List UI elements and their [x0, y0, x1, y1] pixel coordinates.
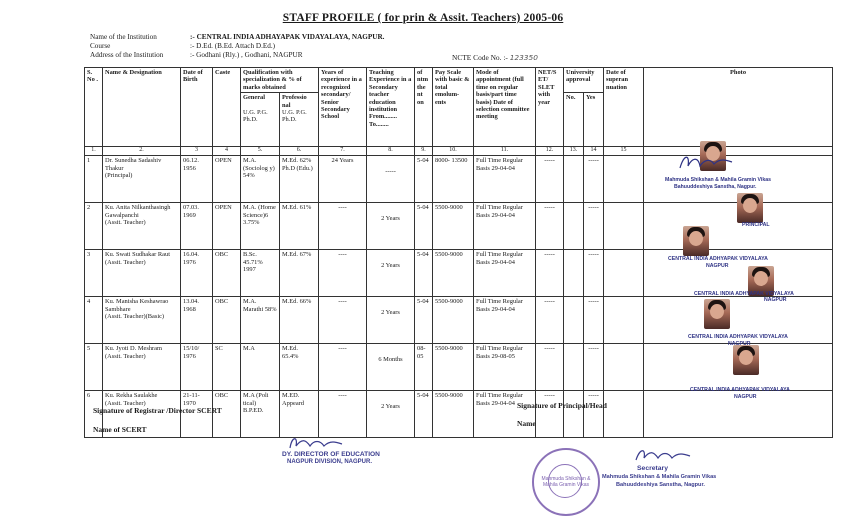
- cell-caste: OBC: [213, 250, 241, 297]
- cell-professional: M.Ed. 66%: [280, 297, 319, 344]
- staff-designation: (Assit. Teacher): [105, 258, 146, 266]
- photo-caption-principal: PRINCIPAL: [742, 222, 770, 228]
- cell-joining: 5-04: [415, 156, 433, 203]
- principal-name-label: Name: [517, 419, 536, 428]
- institution-details: [90, 33, 384, 60]
- column-number: 3: [181, 147, 213, 156]
- cell-pay: 5500-9000: [433, 391, 474, 438]
- address-value: :- Godhani (Rly.) , Godhani, NAGPUR: [190, 51, 303, 59]
- header-mode: Mode of appointment (full time on regular basis/part time basis) Date of selection committee meeting: [474, 68, 536, 147]
- cell-uni-no: [564, 250, 584, 297]
- photo-caption-city-2: NAGPUR: [764, 297, 787, 303]
- cell-name: [103, 203, 181, 250]
- header-photo: Photo: [644, 68, 833, 147]
- header-caste: Caste: [213, 68, 241, 147]
- header-general: [241, 93, 280, 147]
- header-professional-label: Professio nal: [282, 94, 307, 109]
- cell-uni-yes: -----: [584, 297, 604, 344]
- cell-net: -----: [536, 297, 564, 344]
- course-value: :- D.Ed. (B.Ed. Attach D.Ed.): [190, 42, 276, 50]
- cell-uni-yes: -----: [584, 156, 604, 203]
- column-number: 2.: [103, 147, 181, 156]
- column-number: 7.: [319, 147, 367, 156]
- staff-name: Ku. Swati Sudhakar Raut: [105, 251, 170, 259]
- cell-professional: M.Ed. 62% Ph.D (Edu.): [280, 156, 319, 203]
- cell-experience: ----: [319, 250, 367, 297]
- staff-name: Ku. Anita Nilkanthasingh Gawalpanchi: [105, 204, 171, 219]
- photo-caption-city-4: NAGPUR: [734, 394, 757, 400]
- cell-net: -----: [536, 203, 564, 250]
- cell-uni-no: [564, 297, 584, 344]
- cell-mode: Full Time Regular Basis 29-08-05: [474, 344, 536, 391]
- ncte-label: NCTE Code No. :-: [452, 53, 508, 62]
- secretary-org-line2: Bahuuddeshiya Sanstha, Nagpur.: [616, 482, 705, 488]
- cell-mode: Full Time Regular Basis 29-04-04: [474, 391, 536, 438]
- cell-pay: 5500-9000: [433, 297, 474, 344]
- header-pay: Pay Scale with basic & total emolum- ents: [433, 68, 474, 147]
- header-sno: S. No .: [85, 68, 103, 147]
- column-number: 4: [213, 147, 241, 156]
- header-general-label: General: [243, 94, 266, 102]
- photo-teacher-5: [704, 299, 730, 329]
- header-uni-no: No.: [564, 93, 584, 147]
- staff-name: Ku. Manisha Keshawrao Sambhare: [105, 298, 169, 313]
- header-joining: of ntm the nt on: [415, 68, 433, 147]
- course-label: Course: [90, 42, 111, 50]
- column-number: [644, 147, 833, 156]
- cell-experience: ----: [319, 391, 367, 438]
- cell-super: [604, 391, 644, 438]
- principal-signature-scribble: [676, 150, 736, 176]
- cell-general: B.Sc. 45.71% 1997: [241, 250, 280, 297]
- header-general-sub: U.G. P.G. Ph.D.: [243, 109, 268, 124]
- cell-experience: ----: [319, 297, 367, 344]
- cell-experience: ----: [319, 344, 367, 391]
- cell-uni-yes: -----: [584, 344, 604, 391]
- cell-general: M.A (Poli tical) B.P.ED.: [241, 391, 280, 438]
- cell-mode: Full Time Regular Basis 29-04-04: [474, 156, 536, 203]
- cell-name: [103, 344, 181, 391]
- ncte-value: 123350: [509, 53, 538, 62]
- column-number: 12.: [536, 147, 564, 156]
- cell-uni-no: [564, 344, 584, 391]
- header-university: University approval: [564, 68, 604, 93]
- staff-name: Ku. Rekha Saulakhe: [105, 392, 158, 400]
- document-title: STAFF PROFILE ( for prin & Assit. Teachers) 2005-06: [282, 12, 564, 24]
- cell-dob: 15/10/ 1976: [181, 344, 213, 391]
- cell-caste: OBC: [213, 297, 241, 344]
- cell-sno: 1: [85, 156, 103, 203]
- cell-general: M.A. (Home Science)6 3.75%: [241, 203, 280, 250]
- header-experience: Years of experience in a recognized secondary/ Senior Secondary School: [319, 68, 367, 147]
- registrar-signature-label: Signature of Registrar /Director SCERT: [93, 406, 222, 415]
- column-number: 5.: [241, 147, 280, 156]
- header-uni-yes: Yes: [584, 93, 604, 147]
- cell-name: [103, 156, 181, 203]
- photo-caption-college-2: CENTRAL INDIA ADHYAPAK VIDYALAYA: [694, 291, 794, 297]
- cell-professional: M.Ed. 67%: [280, 250, 319, 297]
- secretary-title: Secretary: [637, 465, 668, 472]
- column-number: 9.: [415, 147, 433, 156]
- cell-dob: 13.04. 1968: [181, 297, 213, 344]
- cell-uni-yes: -----: [584, 203, 604, 250]
- cell-professional: M.Ed. 61%: [280, 203, 319, 250]
- cell-uni-no: [564, 203, 584, 250]
- cell-joining: 5-04: [415, 250, 433, 297]
- seal-text: Mahmuda Shikshan & Mahila Gramin Vikas: [541, 476, 591, 488]
- table-row: [85, 344, 833, 391]
- staff-name: Dr. Sunedha Sadashiv Thakur: [105, 157, 162, 172]
- cell-professional: M.Ed. 65.4%: [280, 344, 319, 391]
- cell-dob: 21-11- 1970: [181, 391, 213, 438]
- photo-caption-org-city: Bahuuddeshiya Sanstha, Nagpur.: [674, 184, 757, 190]
- cell-name: [103, 250, 181, 297]
- column-number: 8.: [367, 147, 415, 156]
- column-number: 14: [584, 147, 604, 156]
- photo-caption-city-1: NAGPUR: [706, 263, 729, 269]
- cell-uni-no: [564, 156, 584, 203]
- header-teaching: Teaching Experience in a Secondary teacher education institution From........ To........: [367, 68, 415, 147]
- photo-teacher-6: [733, 345, 759, 375]
- cell-uni-yes: -----: [584, 250, 604, 297]
- staff-name: Ku. Jyoti D. Meshram: [105, 345, 162, 353]
- cell-net: -----: [536, 156, 564, 203]
- header-qualification: Qualification with specialization & % of marks obtained: [241, 68, 319, 93]
- address-label: Address of the Institution: [90, 51, 164, 59]
- column-number: 1.: [85, 147, 103, 156]
- ncte-code: [452, 53, 538, 62]
- cell-super: [604, 250, 644, 297]
- cell-teaching: -----: [367, 156, 415, 203]
- cell-joining: 5-04: [415, 203, 433, 250]
- column-number: 11.: [474, 147, 536, 156]
- cell-net: -----: [536, 391, 564, 438]
- dy-director-division: NAGPUR DIVISION, NAGPUR.: [287, 459, 373, 465]
- cell-caste: SC: [213, 344, 241, 391]
- cell-sno: 5: [85, 344, 103, 391]
- header-dob: Date of Birth: [181, 68, 213, 147]
- cell-joining: 08-05: [415, 344, 433, 391]
- staff-designation: (Assit. Teacher): [105, 219, 146, 227]
- staff-designation: (Principal): [105, 172, 133, 180]
- cell-mode: Full Time Regular Basis 29-04-04: [474, 250, 536, 297]
- cell-super: [604, 203, 644, 250]
- institution-name-label: Name of the Institution: [90, 33, 157, 41]
- cell-super: [604, 156, 644, 203]
- cell-joining: 5-04: [415, 391, 433, 438]
- cell-uni-no: [564, 391, 584, 438]
- header-name: Name & Designation: [103, 68, 181, 147]
- cell-teaching: 2 Years: [367, 297, 415, 344]
- cell-sno: 6: [85, 391, 103, 438]
- cell-sno: 4: [85, 297, 103, 344]
- organization-seal: [532, 448, 600, 516]
- cell-sno: 2: [85, 203, 103, 250]
- cell-professional: M.ED. Appeard: [280, 391, 319, 438]
- scert-name-label: Name of SCERT: [93, 425, 147, 434]
- secretary-org-line1: Mahmuda Shikshan & Mahila Gramin Vikas: [602, 474, 717, 480]
- cell-teaching: 2 Years: [367, 391, 415, 438]
- staff-designation: (Assit. Teacher): [105, 399, 146, 407]
- cell-super: [604, 297, 644, 344]
- cell-dob: 16.04. 1976: [181, 250, 213, 297]
- cell-dob: 06.12. 1956: [181, 156, 213, 203]
- cell-teaching: 2 Years: [367, 250, 415, 297]
- cell-name: [103, 297, 181, 344]
- photo-caption-college-3: CENTRAL INDIA ADHYAPAK VIDYALAYA: [688, 334, 788, 340]
- photo-teacher-2: [737, 193, 763, 223]
- cell-experience: 24 Years: [319, 156, 367, 203]
- header-professional: [280, 93, 319, 147]
- cell-general: M.A. (Sociolog y) 54%: [241, 156, 280, 203]
- cell-dob: 07.03. 1969: [181, 203, 213, 250]
- cell-pay: 5500-9000: [433, 203, 474, 250]
- principal-signature-label: Signature of Principal/Head: [517, 401, 607, 410]
- column-number: 15: [604, 147, 644, 156]
- cell-uni-yes: -----: [584, 391, 604, 438]
- dy-director-title: DY. DIRECTOR OF EDUCATION: [282, 451, 380, 458]
- cell-sno: 3: [85, 250, 103, 297]
- cell-general: M.A. Marathi 58%: [241, 297, 280, 344]
- cell-general: M.A: [241, 344, 280, 391]
- cell-mode: Full Time Regular Basis 29-04-04: [474, 203, 536, 250]
- dy-director-signature: [286, 434, 346, 452]
- table-row: [85, 203, 833, 250]
- cell-joining: 5-04: [415, 297, 433, 344]
- column-number: 10.: [433, 147, 474, 156]
- staff-designation: (Assit. Teacher)(Basic): [105, 313, 165, 321]
- header-professional-sub: U.G. P.G. Ph.D.: [282, 109, 307, 124]
- cell-experience: ----: [319, 203, 367, 250]
- header-net: NET/S ET/ SLET with year: [536, 68, 564, 147]
- photo-caption-city-3: NAGPUR: [728, 341, 751, 347]
- cell-caste: OPEN: [213, 203, 241, 250]
- cell-pay: 8000- 13500: [433, 156, 474, 203]
- photo-teacher-3: [683, 226, 709, 256]
- cell-super: [604, 344, 644, 391]
- secretary-signature: [632, 444, 692, 464]
- cell-caste: OPEN: [213, 156, 241, 203]
- cell-pay: 5500-9000: [433, 344, 474, 391]
- cell-pay: 5500-9000: [433, 250, 474, 297]
- photo-caption-college-4: CENTRAL INDIA ADHYAPAK VIDYALAYA: [690, 387, 790, 393]
- staff-table: [84, 67, 833, 438]
- photo-caption-college-1: CENTRAL INDIA ADHYAPAK VIDYALAYA: [668, 256, 768, 262]
- column-number: 13.: [564, 147, 584, 156]
- photo-caption-org: Mahmuda Shikshan & Mahila Gramin Vikas: [665, 177, 771, 183]
- cell-mode: Full Time Regular Basis 29-04-04: [474, 297, 536, 344]
- cell-net: -----: [536, 250, 564, 297]
- staff-designation: (Assit. Teacher): [105, 352, 146, 360]
- header-superannuation: Date of superan nuation: [604, 68, 644, 147]
- cell-net: -----: [536, 344, 564, 391]
- column-number: 6.: [280, 147, 319, 156]
- institution-name-value: :- CENTRAL INDIA ADHAYAPAK VIDAYALAYA, NAGPUR.: [190, 33, 385, 41]
- cell-teaching: 6 Months: [367, 344, 415, 391]
- cell-caste: OBC: [213, 391, 241, 438]
- cell-teaching: 2 Years: [367, 203, 415, 250]
